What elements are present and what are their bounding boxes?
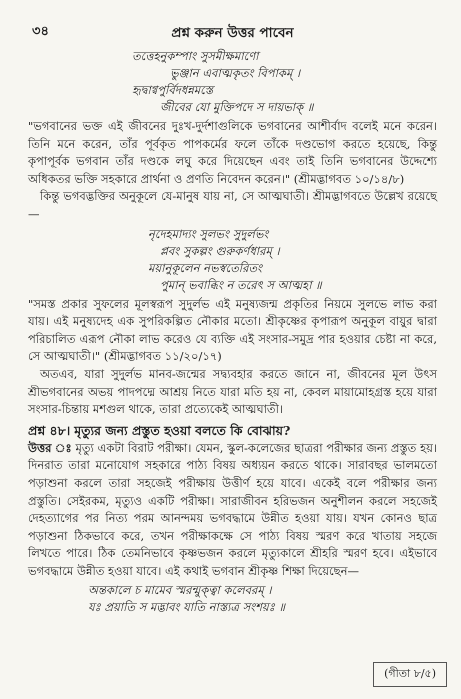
verse-line: নৃদেহমাদ্যং সুলভং সুদুর্লভং — [148, 226, 269, 241]
paragraph: "ভগবানের ভক্ত এই জীবনের দুঃখ-দুর্দশাগুলিকে ভগবানের আশীর্বাদ বলেই মনে করেন। তিনি মনে করেন, তাঁর পূর্বকৃত পাপকর্মের ফলে তাঁকে দণ্ডভোগ করতে হয়েছে, কিন্তু কৃপাপূর্বক ভগবান তাঁর দণ্ডকে লঘু করে দিয়েছেন এবং তাই তিনি ভগবানের উদ্দেশ্যে অধিকতর ভক্তি সহকারে প্রার্থনা ও প্রণতি নিবেদন করেন।" (শ্রীমদ্ভাগবত ১০/১৪/৮) — [28, 119, 437, 186]
verse-reference: (গীতা ৮/৫) — [373, 662, 447, 687]
paragraph: অতএব, যারা সুদুর্লভ মানব-জন্মের সদ্ব্যবহার করতে জানে না, জীবনের মূল উৎস শ্রীভগবানের অভয় পাদপদ্মে আশ্রয় নিতে যারা মতি হয় না, কেবল মায়ামোহগ্রস্ত হয়ে যারা সংসার-চিন্তায় মশগুল থাকে, তারা প্রত্যেকেই আত্মঘাতী। — [28, 366, 437, 417]
verse-line: যঃ প্রয়াতি স মদ্ভাবং যাতি নাস্ত্যত্র সংশয়ঃ ॥ — [88, 600, 285, 615]
verse-line: পুমান্ ভবাব্ধিং ন তরেৎ স আত্মহা ॥ — [160, 277, 322, 292]
verse-line: তত্তেহনুকম্পাং সুসমীক্ষমাণো — [132, 49, 259, 63]
page-number: ৩৪ — [32, 24, 49, 39]
verse-line: প্লবং সুকল্পং গুরুকর্ণধারম্ । — [160, 243, 280, 258]
gita-verse — [28, 582, 437, 616]
paragraph: কিন্তু ভগবদ্ভক্তির অনুকূলে যে-মানুষ যায় না, সে আত্মঘাতী। শ্রীমদ্ভাগবতে উল্লেখ রয়েছে— — [28, 189, 437, 221]
running-head: প্রশ্ন করুন উত্তর পাবেন — [171, 25, 294, 41]
verse-line: জীবের যো মুক্তিপদে স দায়ভাক্ ॥ — [160, 100, 314, 114]
answer-text: মৃত্যু একটা বিরাট পরীক্ষা। যেমন, স্কুল-কলেজের ছাত্ররা পরীক্ষার জন্য প্রস্তুত হয়। দিনরাত তারা মনোযোগ সহকারে পাঠ্য বিষয় অধ্যয়ন করতে থাকে। সারাবছর ভালমতো পড়াশুনা করলে তারা সহজেই পরীক্ষায় উত্তীর্ণ হয়ে যাবে। একেই বলে পরীক্ষার জন্য প্রস্তুতি। সেইরকম, মৃত্যুও একটি পরীক্ষা। সারাজীবন হরিভজন অনুশীলন করলে সহজেই দেহত্যাগের পর নিত্য পরম আনন্দময় ভগবদ্ধামে উন্নীত হওয়া যায়। যখন কোনও ছাত্র পড়াশুনা ঠিকভাবে করে, তখন পরীক্ষাকক্ষে সে পাঠ্য বিষয় স্মরণ করে খাতায় সহজে লিখতে পারে। ঠিক তেমনিভাবে কৃষ্ণভজন করলে মৃত্যুকালে শ্রীহরি স্মরণ হবে। এইভাবে ভগবদ্ধামে উন্নীত হওয়া যাবে। এই কথাই ভগবান শ্রীকৃষ্ণ শিক্ষা দিয়েছেন— — [28, 440, 438, 578]
sanskrit-verse-2 — [28, 226, 437, 294]
page-header — [28, 22, 437, 44]
question-text: মৃত্যুর জন্য প্রস্তুত হওয়া বলতে কি বোঝায়? — [74, 422, 291, 438]
verse-line: হৃদ্বাগ্বপুর্বিদধন্নমস্তে — [132, 83, 214, 97]
answer-label: উত্তর ঃ — [28, 440, 72, 455]
sanskrit-verse-1 — [28, 48, 437, 116]
verse-line: ময়ানুকূলেন নভস্বতেরিতং — [148, 260, 262, 275]
answer — [28, 440, 437, 581]
paragraph: "সমস্ত প্রকার সুফলের মূলস্বরূপ সুদুর্লভ এই মনুষ্যজন্ম প্রকৃতির নিয়মে সুলভে লাভ করা যায়। এই মনুষ্যদেহ এক সুপরিকল্পিত নৌকার মতো। শ্রীকৃষ্ণের কৃপারূপ অনুকূল বায়ুর দ্বারা পরিচালিত এরূপ নৌকা লাভ করেও যে ব্যক্তি এই সংসার-সমুদ্র পার হওয়ার চেষ্টা না করে, সে আত্মঘাতী।" (শ্রীমদ্ভাগবত ১১/২০/১৭) — [28, 296, 437, 364]
verse-line: ভুঞ্জান এবাত্মকৃতং বিপাকম্ । — [170, 66, 301, 80]
verse-line: অন্তকালে চ মামেব স্মরন্মুক্ত্বা কলেবরম্ । — [88, 583, 272, 598]
question-label: প্রশ্ন ৪৮। — [28, 422, 71, 438]
question — [28, 421, 437, 440]
